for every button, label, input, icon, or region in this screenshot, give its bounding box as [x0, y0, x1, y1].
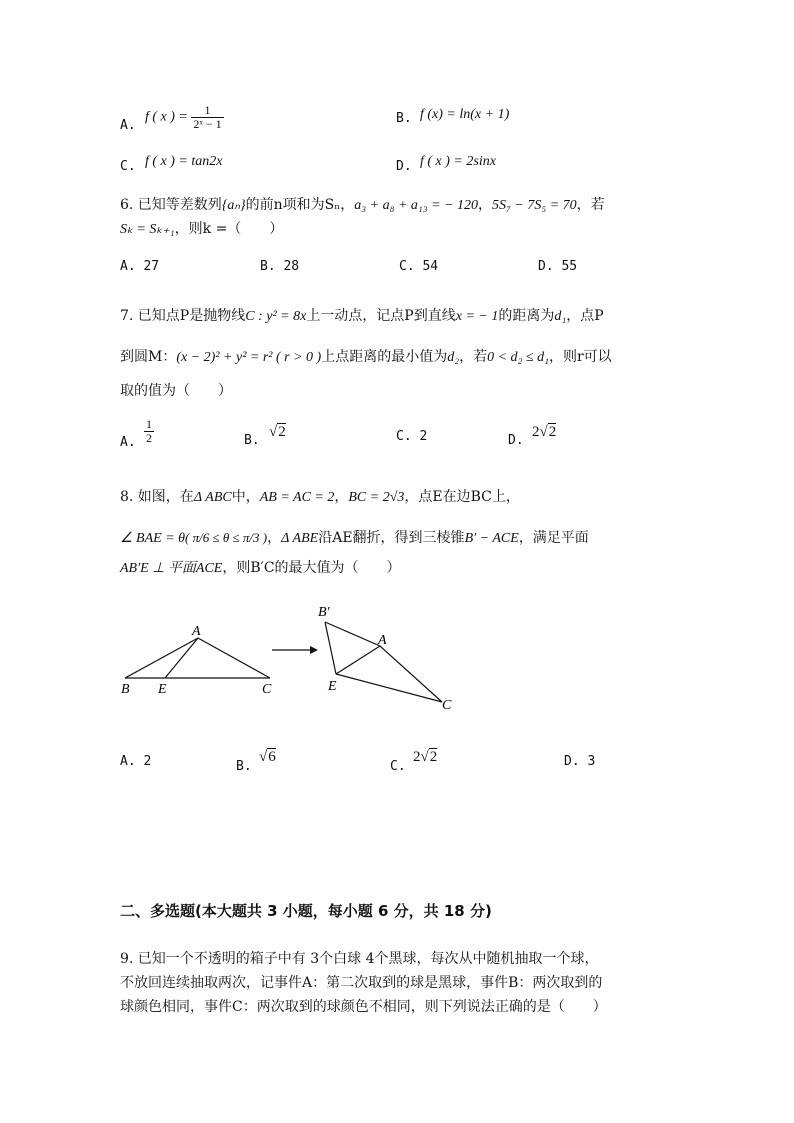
fig2-label-b-prime: B′ [318, 605, 330, 620]
fig2-segment-e-a [336, 646, 380, 674]
q6-comma: ， [478, 197, 493, 213]
section-2-title: 二、多选题(本大题共 3 小题，每小题 6 分，共 18 分) [120, 902, 492, 920]
q7-option-a-value [144, 418, 154, 444]
q6-option-d [538, 259, 577, 274]
q5-option-a-den: 2ˣ − 1 [193, 116, 222, 131]
q8-text-f: ，满足平面 [518, 530, 589, 546]
fig1-label-e: E [158, 682, 167, 697]
q6-option-b-value: 28 [283, 259, 300, 274]
q8-option-b-value: √6 [259, 749, 276, 765]
fig1-segment-ac [198, 638, 270, 678]
q7-option-d-coef: 2 [532, 424, 540, 440]
q8-option-c-radicand: 2 [429, 749, 438, 765]
fig1-label-a: A [192, 624, 201, 639]
q5-option-b-expr: f (x) = ln(x + 1) [420, 107, 510, 122]
q8-ab-ac: AB = AC = 2 [259, 490, 335, 505]
q7-text-e: 到圆M： [120, 349, 177, 365]
q9-line-1: 9. 已知一个不透明的箱子中有 3个白球 4个黑球，每次从中随机抽取一个球， [120, 951, 599, 967]
q6-text-c: ，若 [576, 197, 605, 213]
fig2-segment-b-a [325, 622, 380, 646]
q7-text-f: 上点距离的最小值为 [321, 349, 448, 365]
q7-option-a-den: 2 [146, 430, 152, 445]
q7-option-d-radicand: 2 [548, 424, 557, 440]
q6-cond1: a₃ + a₈ + a₁₃ = − 120 [354, 198, 479, 213]
fig2-label-a: A [378, 633, 387, 648]
q7-circle: (x − 2)² + y² = r² ( r > 0 ) [176, 350, 322, 365]
q8-triangle: Δ ABC [193, 490, 232, 505]
q8-option-d-label: D. [564, 754, 580, 769]
q7-text-c: 的距离为 [498, 308, 555, 324]
q8-option-c-coef: 2 [413, 749, 421, 765]
q8-figure [110, 598, 470, 718]
q8-text-a: 8. 如图，在 [120, 489, 194, 505]
q7-text-g: ，若 [459, 349, 488, 365]
fig1-label-b: B [121, 682, 130, 697]
q8-option-a-value: 2 [143, 754, 152, 769]
fig1-segment-ba [125, 638, 198, 678]
q5-option-a-num: 1 [191, 104, 223, 118]
fig2-label-e: E [328, 679, 337, 694]
q7-line-2 [120, 346, 612, 366]
q9-line-2: 不放回连续抽取两次，记事件A：第二次取到的球是黑球，事件B：两次取到的 [120, 975, 603, 991]
q7-text-h: ，则r可以 [548, 349, 612, 365]
q7-d2: d₂ [447, 350, 460, 365]
q8-option-b-radicand: 6 [268, 749, 276, 765]
q6-option-c [399, 259, 438, 274]
q8-text-g: ，则B′C的最大值为（ ） [222, 560, 401, 576]
arrow-head-icon [310, 646, 318, 654]
q6-text-d: ，则k =（ ） [174, 221, 284, 237]
q8-option-a-label: A. [120, 754, 136, 769]
q8-angle: ∠ BAE = θ [120, 531, 186, 546]
q6-option-b [260, 259, 299, 274]
q7-parabola: C : y² = 8x [245, 309, 307, 324]
q5-option-d-expr: f ( x ) = 2sinx [420, 154, 496, 169]
q8-text-e: 沿AE翻折，得到三棱锥 [318, 530, 465, 546]
q6-option-c-label: C. [399, 259, 415, 274]
q7-option-c-label: C. [396, 429, 412, 444]
q6-text-a: 6. 已知等差数列 [120, 197, 222, 213]
q6-option-a-label: A. [120, 259, 136, 274]
q8-planes: AB′E ⊥ 平面ACE [120, 561, 223, 576]
q6-line-1 [120, 194, 605, 214]
q5-option-a-fraction [191, 104, 223, 130]
q7-option-d-value: 2√2 [532, 424, 557, 440]
q8-option-b-label: B. [236, 759, 252, 774]
q6-option-d-label: D. [538, 259, 554, 274]
q7-option-b-label: B. [244, 433, 260, 448]
q7-option-c [396, 429, 427, 444]
q8-comma: ， [334, 489, 349, 505]
q7-option-d-label: D. [508, 433, 524, 448]
q8-bc-radicand: 3 [397, 490, 405, 505]
q7-option-c-value: 2 [419, 429, 428, 444]
q6-option-d-value: 55 [561, 259, 578, 274]
q8-text-b: 中， [231, 489, 260, 505]
q6-cond2: 5S₇ − 7S₅ = 70 [492, 198, 577, 213]
q6-option-b-label: B. [260, 259, 276, 274]
q7-line-1 [120, 305, 604, 325]
q8-option-a [120, 754, 151, 769]
q6-line-2 [120, 218, 283, 238]
q6-option-a-value: 27 [143, 259, 160, 274]
q7-text-d: ，点P [566, 308, 604, 324]
q8-text-c: ，点E在边BC上， [404, 489, 520, 505]
q6-seq: {aₙ} [221, 198, 246, 213]
q5-option-d-label: D. [396, 159, 412, 174]
q7-text-a: 7. 已知点P是抛物线 [120, 308, 246, 324]
q5-option-a-label: A. [120, 118, 136, 133]
q8-option-c-label: C. [390, 759, 406, 774]
q7-text-b: 上一动点，记点P到直线 [306, 308, 456, 324]
q5-option-c-label: C. [120, 159, 136, 174]
q7-option-a-label: A. [120, 435, 136, 450]
fig1-label-c: C [262, 682, 272, 697]
q8-pyramid: B′ − ACE [464, 531, 519, 546]
q9-line-3: 球颜色相同，事件C：两次取到的球颜色不相同，则下列说法正确的是（ ） [120, 999, 607, 1015]
q7-option-a-fraction [144, 418, 154, 444]
q8-triangle-2: Δ ABE [281, 531, 319, 546]
q6-option-a [120, 259, 159, 274]
q8-option-c-value: 2√2 [413, 749, 438, 765]
q7-ineq: 0 < d₂ ≤ d₁ [487, 350, 549, 365]
q8-line-2 [120, 527, 589, 547]
q6-cond3: Sₖ = Sₖ₊₁ [120, 222, 175, 237]
q8-option-d [564, 754, 595, 769]
q7-line-eq: x = − 1 [455, 309, 499, 324]
q8-bc-lhs: BC = 2 [348, 490, 390, 505]
q8-angle-range: ( π/6 ≤ θ ≤ π/3 ) [185, 530, 268, 545]
q7-d1: d₁ [554, 309, 567, 324]
q8-text-d: ， [267, 530, 282, 546]
q5-option-b-label: B. [396, 111, 412, 126]
fig2-segment-b-e [325, 622, 336, 674]
q6-text-b: 的前n项和为Sₙ， [245, 197, 355, 213]
q5-option-c-expr: f ( x ) = tan2x [145, 154, 223, 169]
q8-line-3 [120, 557, 401, 577]
fig1-segment-ae [165, 638, 198, 678]
fig2-label-c: C [442, 698, 452, 713]
q8-option-d-value: 3 [587, 754, 596, 769]
q7-option-a-num: 1 [146, 417, 152, 431]
q8-line-1 [120, 486, 520, 506]
q5-option-a-lhs: f ( x ) = [145, 109, 188, 125]
q8-bc: BC = 2√3 [348, 490, 405, 505]
q7-option-b-value: √2 [269, 424, 286, 440]
q7-option-b-radicand: 2 [278, 424, 286, 440]
q5-option-a-expr [145, 104, 224, 130]
q7-line-3: 取的值为（ ） [120, 383, 232, 399]
q6-option-c-value: 54 [422, 259, 439, 274]
